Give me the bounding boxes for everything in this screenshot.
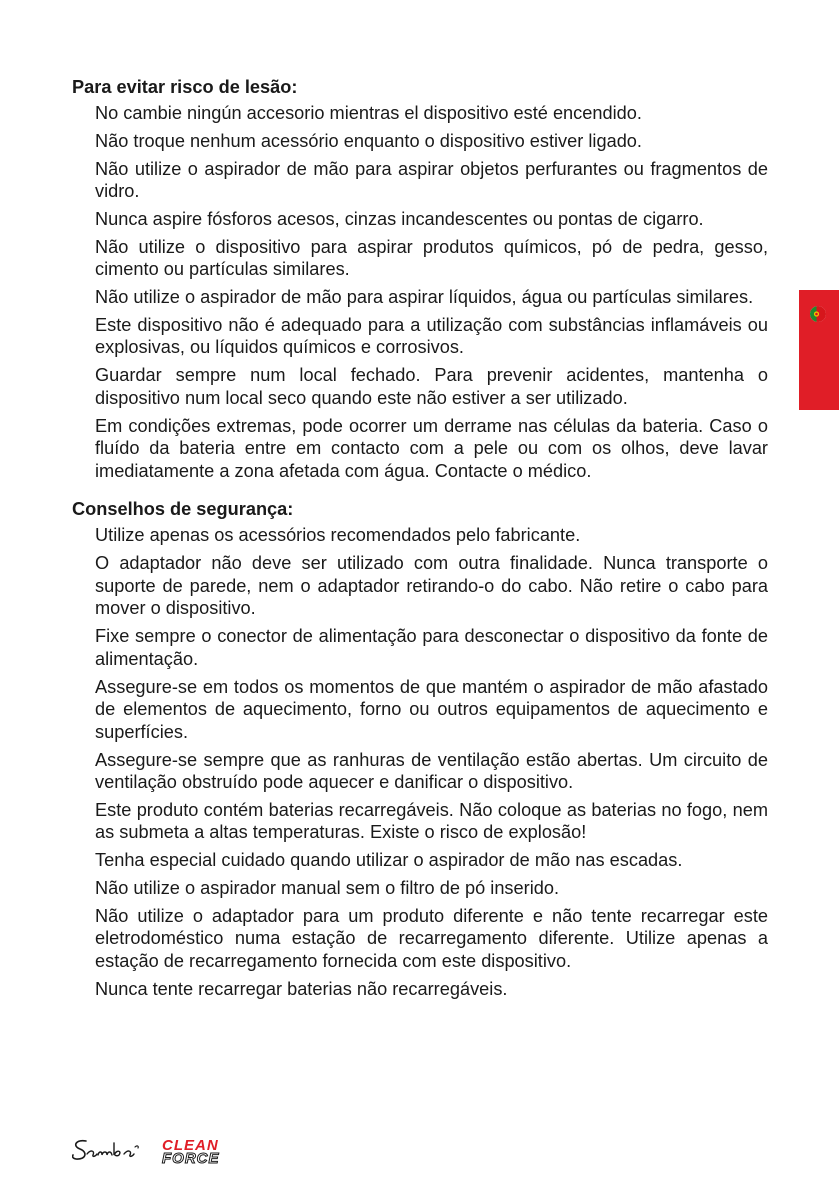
list-item: Não utilize o aspirador manual sem o filtro de pó inserido. (95, 878, 560, 899)
page-content (72, 74, 768, 1006)
samba-logo (72, 1137, 156, 1172)
list-item: Em condições extremas, pode ocorrer um derrame nas células da bateria. Caso o fluído da bateria entre em contacto com a pele ou com os olhos, deve lavar imediatamente a zona afetada com água. Contacte o médico. (95, 415, 768, 481)
list-item: Este produto contém baterias recarregáveis. Não coloque as baterias no fogo, nem as submeta a altas temperaturas. Existe o risco de explosão! (95, 799, 768, 843)
safety-list (72, 524, 768, 1000)
list-item: Utilize apenas os acessórios recomendados pelo fabricante. (95, 525, 581, 546)
list-item: O adaptador não deve ser utilizado com outra finalidade. Nunca transporte o suporte de parede, nem o adaptador retirando-o do cabo. Não retire o cabo para mover o dispositivo. (95, 553, 768, 619)
list-item: Assegure-se em todos os momentos de que mantém o aspirador de mão afastado de elementos de aquecimento, forno ou outros equipamentos de aquecimento e superfícies. (95, 676, 768, 742)
list-item: Guardar sempre num local fechado. Para prevenir acidentes, mantenha o dispositivo num local seco quando este não estiver a ser utilizado. (95, 365, 768, 408)
list-item: Fixe sempre o conector de alimentação para desconectar o dispositivo da fonte de alimentação. (95, 626, 768, 669)
logo-line-clean: CLEAN (162, 1137, 219, 1154)
list-item: Não utilize o aspirador de mão para aspirar líquidos, água ou partículas similares. (95, 287, 754, 308)
portugal-flag-icon (810, 306, 826, 322)
list-item: Não utilize o adaptador para um produto diferente e não tente recarregar este eletrodoméstico numa estação de recarregamento diferente. Utilize apenas a estação de recarregamento fornecida com este dispositivo. (95, 905, 768, 971)
language-side-tab (799, 290, 839, 410)
clean-force-logo (162, 1139, 242, 1165)
list-item: Nunca tente recarregar baterias não recarregáveis. (95, 978, 508, 999)
list-item: Não utilize o dispositivo para aspirar produtos químicos, pó de pedra, gesso, cimento ou partículas similares. (95, 236, 768, 280)
list-item: Não utilize o aspirador de mão para aspirar objetos perfurantes ou fragmentos de vidro. (95, 158, 768, 202)
samba-wordmark (72, 1137, 156, 1167)
section-title-injury: Para evitar risco de lesão: (72, 77, 298, 97)
logo-line-force: FORCE (162, 1150, 220, 1167)
injury-list (72, 102, 768, 482)
list-item: Nunca aspire fósforos acesos, cinzas incandescentes ou pontas de cigarro. (95, 208, 704, 229)
section-title-safety: Conselhos de segurança: (72, 499, 294, 520)
list-item: Não troque nenhum acessório enquanto o dispositivo estiver ligado. (95, 130, 642, 151)
list-item: Assegure-se sempre que as ranhuras de ventilação estão abertas. Um circuito de ventilação obstruído pode aquecer e danificar o dispositivo. (95, 749, 768, 793)
list-item: Tenha especial cuidado quando utilizar o aspirador de mão nas escadas. (95, 850, 683, 871)
list-item: No cambie ningún accesorio mientras el dispositivo esté encendido. (95, 103, 642, 123)
list-item: Este dispositivo não é adequado para a utilização com substâncias inflamáveis ou explosivas, ou líquidos químicos e corrosivos. (95, 314, 768, 358)
